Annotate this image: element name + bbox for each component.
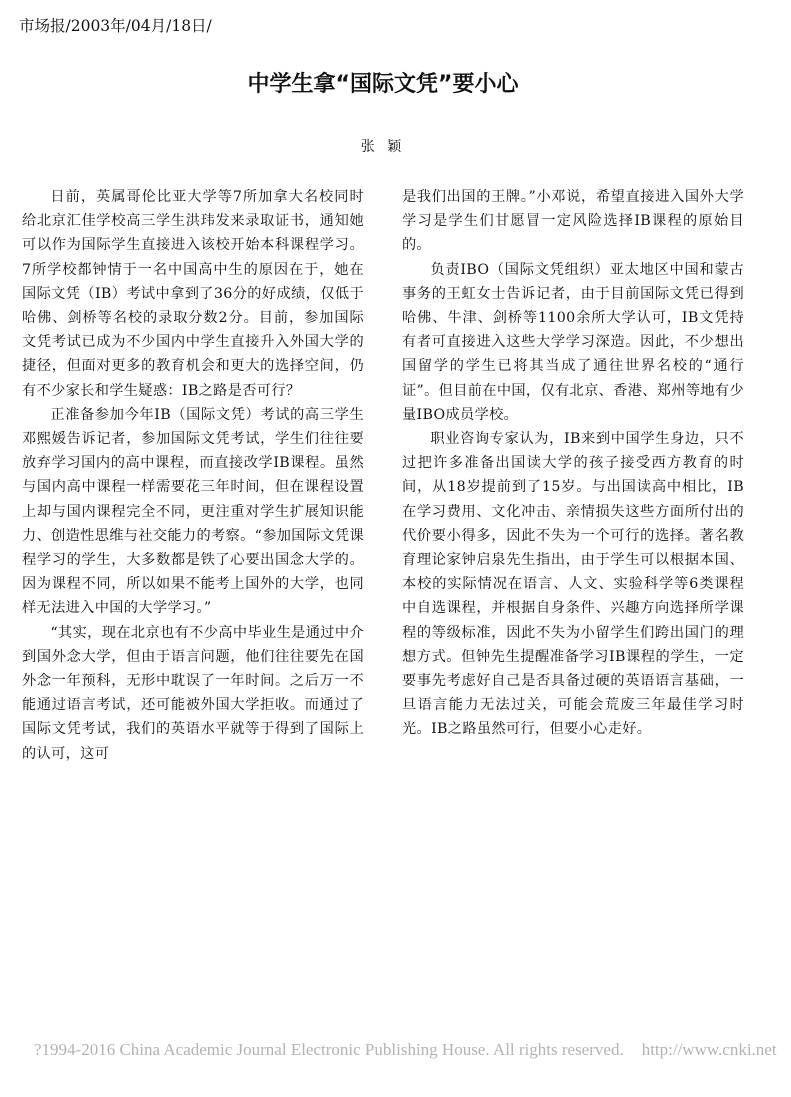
right-column	[402, 185, 744, 742]
left-column	[22, 185, 364, 766]
article-author: 张 颖	[360, 139, 406, 155]
article-title: 中学生拿“国际文凭”要小心	[247, 72, 519, 97]
paragraph: 日前，英属哥伦比亚大学等7所加拿大名校同时给北京汇佳学校高三学生洪玮发来录取证书，通知她可以作为国际学生直接进入该校开始本科课程学习。7所学校都钟情于一名中国高中生的原因在于，她在国际文凭（IB）考试中拿到了36分的好成绩，仅低于哈佛、剑桥等名校的录取分数2分。目前，参加国际文凭考试已成为不少国内中学生直接升入外国大学的捷径，但面对更多的教育机会和更大的选择空间，仍有不少家长和学生疑惑：IB之路是否可行？	[22, 189, 364, 399]
paragraph-continued: 是我们出国的王牌。”小邓说，希望直接进入国外大学学习是学生们甘愿冒一定风险选择IB课程的原始目的。	[402, 189, 744, 254]
paragraph: 职业咨询专家认为，IB来到中国学生身边，只不过把许多准备出国读大学的孩子接受西方教育的时间，从18岁提前到了15岁。与出国读高中相比，IB在学习费用、文化冲击、亲情损失这些方面所付出的代价要小得多，因此不失为一个可行的选择。著名教育理论家钟启泉先生指出，由于学生可以根据本国、本校的实际情况在语言、人文、实验科学等6类课程中自选课程，并根据自身条件、兴趣方向选择所学课程的等级标准，因此不失为小留学生们跨出国门的理想方式。但钟先生提醒准备学习IB课程的学生，一定要事先考虑好自己是否具备过硬的英语语言基础，一旦语言能力无法过关，可能会荒废三年最佳学习时光。IB之路虽然可行，但要小心走好。	[402, 431, 744, 738]
copyright-text: ?1994-2016 China Academic Journal Electronic Publishing House. All rights reserved.	[34, 1040, 624, 1059]
source-line: 市场报/2003年/04月/18日/	[19, 17, 212, 35]
paragraph: 负责IBO（国际文凭组织）亚太地区中国和蒙古事务的王虹女士告诉记者，由于目前国际文凭已得到哈佛、牛津、剑桥等1100余所大学认可，IB文凭持有者可直接进入这些大学学习深造。因此，不少想出国留学的学生已将其当成了通往世界名校的“通行证”。但目前在中国，仅有北京、香港、郑州等地有少量IBO成员学校。	[402, 261, 744, 423]
paragraph: “其实，现在北京也有不少高中毕业生是通过中介到国外念大学，但由于语言问题，他们往往要先在国外念一年预科，无形中耽误了一年时间。之后万一不能通过语言考试，还可能被外国大学拒收。而通过了国际文凭考试，我们的英语水平就等于得到了国际上的认可，这可	[22, 624, 364, 762]
copyright-footer	[34, 1040, 791, 1060]
paragraph: 正准备参加今年IB（国际文凭）考试的高三学生邓熙媛告诉记者，参加国际文凭考试，学生们往往要放弃学习国内的高中课程，而直接改学IB课程。虽然与国内高中课程一样需要花三年时间，但在课程设置上却与国内课程完全不同，更注重对学生扩展知识能力、创造性思维与社交能力的考察。“参加国际文凭课程学习的学生，大多数都是铁了心要出国念大学的。因为课程不同，所以如果不能考上国外的大学，也同样无法进入中国的大学学习。”	[22, 406, 364, 617]
footer-url: http://www.cnki.net	[641, 1040, 777, 1059]
